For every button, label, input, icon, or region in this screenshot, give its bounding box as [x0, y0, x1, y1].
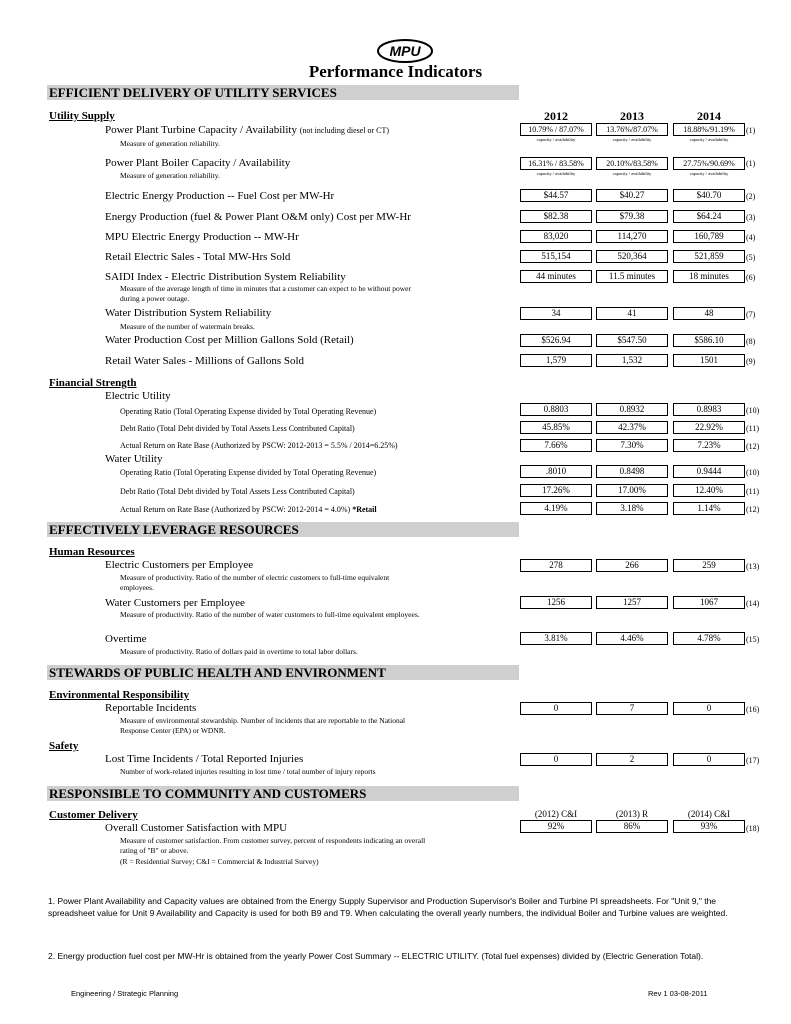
value-cell: 10.79% / 87.07%: [520, 123, 592, 136]
row-desc: Number of work-related injuries resulting in lost time / total number of injury reports: [120, 767, 376, 776]
value-cell: 520,364: [596, 250, 668, 263]
row-label: Energy Production (fuel & Power Plant O&M only) Cost per MW-Hr: [105, 211, 411, 223]
value-cell: 34: [520, 307, 592, 320]
year-header-2012: 2012: [544, 109, 568, 123]
value-cell: 0: [673, 753, 745, 766]
ref-number: (8): [746, 337, 756, 346]
section-leverage-resources: EFFECTIVELY LEVERAGE RESOURCES: [47, 522, 519, 537]
cap-note: capacity / availability: [612, 171, 652, 176]
row-label: Debt Ratio (Total Debt divided by Total Assets Less Contributed Capital): [120, 424, 355, 433]
value-cell: 7.23%: [673, 439, 745, 452]
group-electric-utility: Electric Utility: [105, 390, 171, 402]
row-label: Debt Ratio (Total Debt divided by Total Assets Less Contributed Capital): [120, 487, 355, 496]
value-cell: $40.27: [596, 189, 668, 202]
footnote-1: 1. Power Plant Availability and Capacity values are obtained from the Energy Supply Supervisor and Production Supervisor's Boiler and Turbine PI spreadsheets. For "Unit 9," the spreadsheet value for Unit 9 Availability and Capacity is used for both B9 and T9. When calculating the overall yearly numbers, the individual Boiler and Turbine values are weighted.: [48, 896, 728, 918]
value-cell: 1,532: [596, 354, 668, 367]
value-cell: 18 minutes: [673, 270, 745, 283]
value-cell: 3.81%: [520, 632, 592, 645]
group-water-utility: Water Utility: [105, 453, 163, 465]
value-cell: 1,579: [520, 354, 592, 367]
ref-number: (5): [746, 253, 756, 262]
ref-number: (11): [746, 424, 760, 433]
value-cell: 42.37%: [596, 421, 668, 434]
value-cell: 92%: [520, 820, 592, 833]
ref-number: (15): [746, 635, 760, 644]
ref-number: (12): [746, 505, 760, 514]
value-cell: 7.66%: [520, 439, 592, 452]
value-cell: 0.8803: [520, 403, 592, 416]
value-cell: 41: [596, 307, 668, 320]
subheading-financial-strength: Financial Strength: [49, 377, 137, 389]
value-cell: 2: [596, 753, 668, 766]
cap-note: capacity / availability: [689, 171, 729, 176]
footnote-2: 2. Energy production fuel cost per MW-Hr is obtained from the yearly Power Cost Summary -- ELECTRIC UTILITY. (Total fuel expenses) divided by (Electric Generation Total).: [48, 951, 704, 961]
value-cell: .8010: [520, 465, 592, 478]
row-desc: Measure of environmental stewardship. Number of incidents that are reportable to the National Response Center (EPA) or WDNR.: [120, 716, 406, 735]
value-cell: 278: [520, 559, 592, 572]
value-cell: 17.00%: [596, 484, 668, 497]
row-label: Electric Customers per Employee: [105, 559, 254, 571]
ref-number: (14): [746, 599, 760, 608]
ref-number: (7): [746, 310, 756, 319]
ref-number: (1): [746, 159, 756, 168]
value-cell: 93%: [673, 820, 745, 833]
footer-left: Engineering / Strategic Planning: [71, 989, 179, 998]
value-cell: 521,859: [673, 250, 745, 263]
row-label: Water Distribution System Reliability: [105, 307, 272, 319]
row-label: Overtime: [105, 633, 147, 645]
value-cell: 0: [520, 702, 592, 715]
ref-number: (12): [746, 442, 760, 451]
ref-number: (9): [746, 357, 756, 366]
row-desc: Measure of generation reliability.: [120, 139, 220, 148]
ref-number: (17): [746, 756, 760, 765]
row-label: Water Customers per Employee: [105, 597, 245, 609]
row-label: Power Plant Boiler Capacity / Availability: [105, 157, 291, 169]
ref-number: (6): [746, 273, 756, 282]
value-cell: 1257: [596, 596, 668, 609]
value-cell: 4.46%: [596, 632, 668, 645]
ref-number: (4): [746, 233, 756, 242]
year-header-2014: 2014: [697, 109, 721, 123]
row-label: Reportable Incidents: [105, 702, 197, 714]
row-label: Actual Return on Rate Base (Authorized by PSCW: 2012-2014 = 4.0%) *Retail: [120, 505, 377, 514]
year-header-2013: 2013: [620, 109, 644, 123]
ref-number: (11): [746, 487, 760, 496]
value-cell: 86%: [596, 820, 668, 833]
value-cell: 13.76%/87.07%: [596, 123, 668, 136]
value-cell: 4.19%: [520, 502, 592, 515]
row-label: Retail Water Sales - Millions of Gallons Sold: [105, 355, 305, 367]
row-desc: Measure of productivity. Ratio of the number of electric customers to full-time equivalent employees.: [120, 573, 390, 592]
row-desc: Measure of productivity. Ratio of the number of water customers to full-time equivalent employees.: [120, 610, 420, 619]
ref-number: (10): [746, 468, 760, 477]
value-cell: 83,020: [520, 230, 592, 243]
subheading-environmental: Environmental Responsibility: [49, 689, 190, 701]
section-community: RESPONSIBLE TO COMMUNITY AND CUSTOMERS: [47, 786, 519, 801]
ref-number: (13): [746, 562, 760, 571]
cap-note: capacity / availability: [689, 137, 729, 142]
subheading-human-resources: Human Resources: [49, 546, 135, 558]
cap-note: capacity / availability: [612, 137, 652, 142]
mpu-logo: [376, 38, 434, 64]
row-label: Lost Time Incidents / Total Reported Injuries: [105, 753, 304, 765]
value-cell: 11.5 minutes: [596, 270, 668, 283]
survey-header: (2014) C&I: [687, 809, 731, 819]
row-desc: Measure of the number of watermain breaks.: [120, 322, 255, 331]
value-cell: 4.78%: [673, 632, 745, 645]
row-label: Operating Ratio (Total Operating Expense divided by Total Operating Revenue): [120, 407, 377, 416]
value-cell: 27.75%/90.69%: [673, 157, 745, 170]
row-label: Water Production Cost per Million Gallons Sold (Retail): [105, 334, 354, 346]
ref-number: (16): [746, 705, 760, 714]
ref-number: (1): [746, 126, 756, 135]
value-cell: 0.8983: [673, 403, 745, 416]
cap-note: capacity / availability: [536, 137, 576, 142]
subheading-customer-delivery: Customer Delivery: [49, 809, 138, 821]
ref-number: (2): [746, 192, 756, 201]
value-cell: 160,789: [673, 230, 745, 243]
subheading-safety: Safety: [49, 740, 79, 752]
value-cell: 1256: [520, 596, 592, 609]
value-cell: 1.14%: [673, 502, 745, 515]
value-cell: 18.88%/91.19%: [673, 123, 745, 136]
value-cell: 20.10%/83.58%: [596, 157, 668, 170]
ref-number: (10): [746, 406, 760, 415]
value-cell: $526.94: [520, 334, 592, 347]
survey-header: (2013) R: [615, 809, 649, 819]
row-label: Actual Return on Rate Base (Authorized by PSCW: 2012-2013 = 5.5% / 2014=6.25%): [120, 441, 398, 450]
value-cell: 22.92%: [673, 421, 745, 434]
section-efficient-delivery: EFFICIENT DELIVERY OF UTILITY SERVICES: [47, 85, 519, 100]
survey-header: (2012) C&I: [534, 809, 578, 819]
value-cell: $82.38: [520, 210, 592, 223]
value-cell: 1067: [673, 596, 745, 609]
row-label: Overall Customer Satisfaction with MPU: [105, 822, 288, 834]
value-cell: 1501: [673, 354, 745, 367]
ref-number: (18): [746, 824, 760, 833]
value-cell: $79.38: [596, 210, 668, 223]
value-cell: 16.31% / 83.58%: [520, 157, 592, 170]
value-cell: 0: [520, 753, 592, 766]
value-cell: 114,270: [596, 230, 668, 243]
value-cell: 44 minutes: [520, 270, 592, 283]
row-label: SAIDI Index - Electric Distribution System Reliability: [105, 271, 346, 283]
row-label: Power Plant Turbine Capacity / Availability (not including diesel or CT): [105, 124, 390, 136]
value-cell: $547.50: [596, 334, 668, 347]
ref-number: (3): [746, 213, 756, 222]
value-cell: 48: [673, 307, 745, 320]
value-cell: 45.85%: [520, 421, 592, 434]
row-desc: (R = Residential Survey; C&I = Commercial & Industrial Survey): [120, 857, 319, 866]
row-desc: Measure of customer satisfaction. From customer survey, percent of respondents indicating an overall rating of "B" or above.: [120, 836, 426, 855]
row-label: Electric Energy Production -- Fuel Cost per MW-Hr: [105, 190, 335, 202]
footer-right: Rev 1 03-08-2011: [648, 989, 708, 998]
value-cell: 3.18%: [596, 502, 668, 515]
row-label: MPU Electric Energy Production -- MW-Hr: [105, 231, 299, 243]
value-cell: 515,154: [520, 250, 592, 263]
cap-note: capacity / availability: [536, 171, 576, 176]
page-title: Performance Indicators: [308, 62, 483, 81]
row-label: Retail Electric Sales - Total MW-Hrs Sold: [105, 251, 291, 263]
value-cell: 17.26%: [520, 484, 592, 497]
value-cell: 0: [673, 702, 745, 715]
value-cell: 7: [596, 702, 668, 715]
row-label: Operating Ratio (Total Operating Expense divided by Total Operating Revenue): [120, 468, 377, 477]
value-cell: 0.8932: [596, 403, 668, 416]
row-desc: Measure of generation reliability.: [120, 171, 220, 180]
value-cell: $586.10: [673, 334, 745, 347]
row-desc: Measure of productivity. Ratio of dollars paid in overtime to total labor dollars.: [120, 647, 358, 656]
value-cell: $40.70: [673, 189, 745, 202]
subheading-utility-supply: Utility Supply: [49, 110, 115, 122]
section-stewards: STEWARDS OF PUBLIC HEALTH AND ENVIRONMENT: [47, 665, 519, 680]
row-desc: Measure of the average length of time in minutes that a customer can expect to be without power during a power outage.: [120, 284, 411, 303]
svg-text:MPU: MPU: [389, 43, 421, 59]
value-cell: 266: [596, 559, 668, 572]
value-cell: 0.9444: [673, 465, 745, 478]
value-cell: 12.40%: [673, 484, 745, 497]
value-cell: 0.8498: [596, 465, 668, 478]
value-cell: $44.57: [520, 189, 592, 202]
value-cell: $64.24: [673, 210, 745, 223]
value-cell: 7.30%: [596, 439, 668, 452]
value-cell: 259: [673, 559, 745, 572]
